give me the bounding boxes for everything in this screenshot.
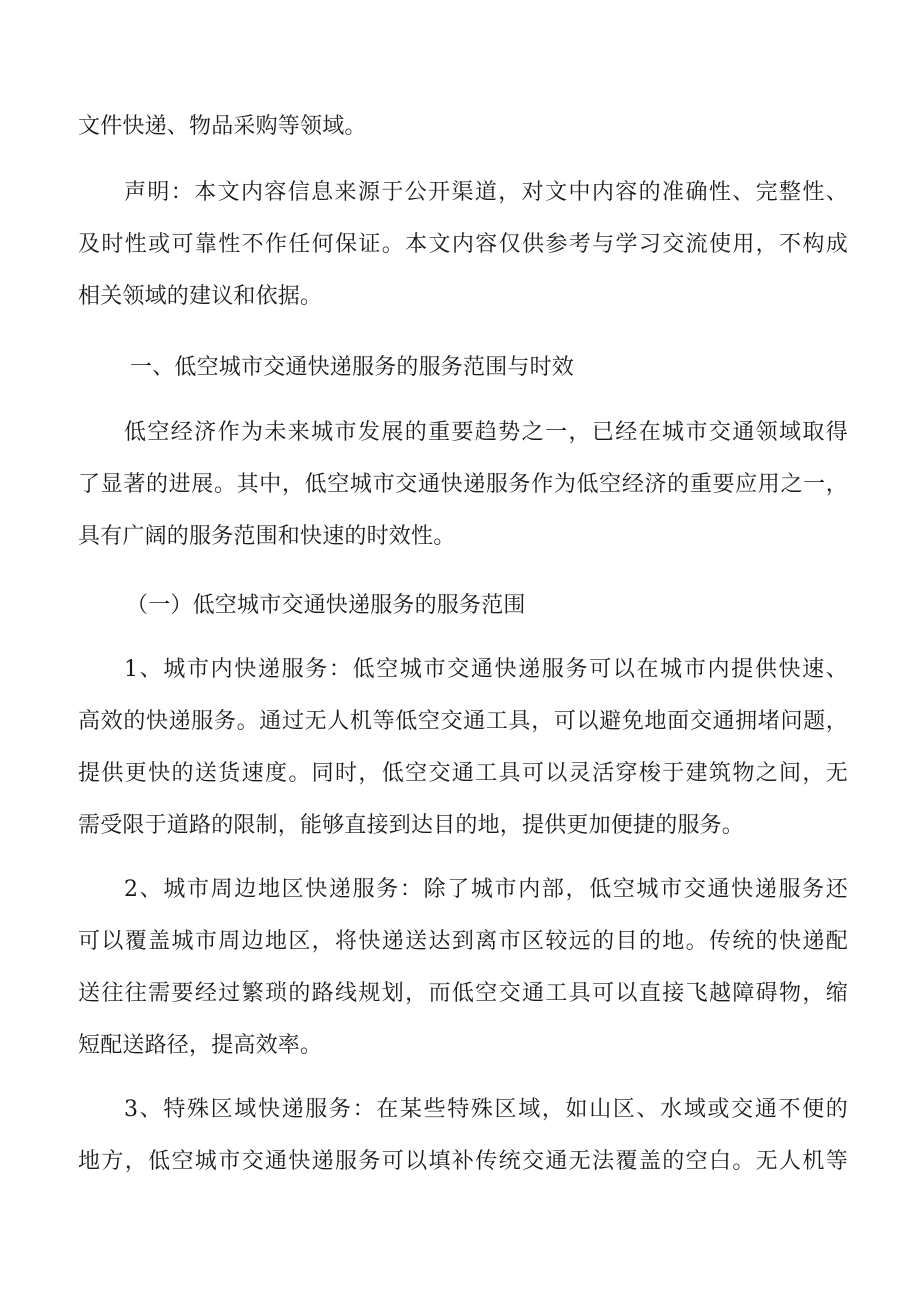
disclaimer-line: 声明：本文内容信息来源于公开渠道，对文中内容的准确性、完整性、 <box>124 180 848 205</box>
paragraph-line: 可以覆盖城市周边地区，将快递送达到离市区较远的目的地。传统的快递配 <box>78 929 848 954</box>
subsection-heading: （一）低空城市交通快递服务的服务范围 <box>126 593 526 618</box>
paragraph-line: 1、城市内快递服务：低空城市交通快递服务可以在城市内提供快速、 <box>124 657 848 682</box>
paragraph-line: 地方，低空城市交通快递服务可以填补传统交通无法覆盖的空白。无人机等 <box>78 1149 848 1174</box>
paragraph-line: 提供更快的送货速度。同时，低空交通工具可以灵活穿梭于建筑物之间，无 <box>78 761 848 786</box>
paragraph-line: 送往往需要经过繁琐的路线规划，而低空交通工具可以直接飞越障碍物，缩 <box>78 981 848 1006</box>
paragraph-line: 短配送路径，提高效率。 <box>78 1033 323 1058</box>
paragraph-line: 3、特殊区域快递服务：在某些特殊区域，如山区、水域或交通不便的 <box>124 1097 848 1122</box>
disclaimer-line: 相关领域的建议和依据。 <box>78 284 323 309</box>
paragraph-line: 高效的快递服务。通过无人机等低空交通工具，可以避免地面交通拥堵问题， <box>78 709 848 734</box>
paragraph-line: 低空经济作为未来城市发展的重要趋势之一，已经在城市交通领域取得 <box>124 420 848 445</box>
paragraph-line: 需受限于道路的限制，能够直接到达目的地，提供更加便捷的服务。 <box>78 813 745 838</box>
paragraph-line: 了显著的进展。其中，低空城市交通快递服务作为低空经济的重要应用之一， <box>78 472 848 497</box>
disclaimer-line: 及时性或可靠性不作任何保证。本文内容仅供参考与学习交流使用，不构成 <box>78 232 848 257</box>
section-heading: 一、低空城市交通快递服务的服务范围与时效 <box>130 355 575 380</box>
paragraph-line: 文件快递、物品采购等领域。 <box>78 114 367 139</box>
paragraph-line: 2、城市周边地区快递服务：除了城市内部，低空城市交通快递服务还 <box>124 877 848 902</box>
paragraph-line: 具有广阔的服务范围和快速的时效性。 <box>78 524 456 549</box>
